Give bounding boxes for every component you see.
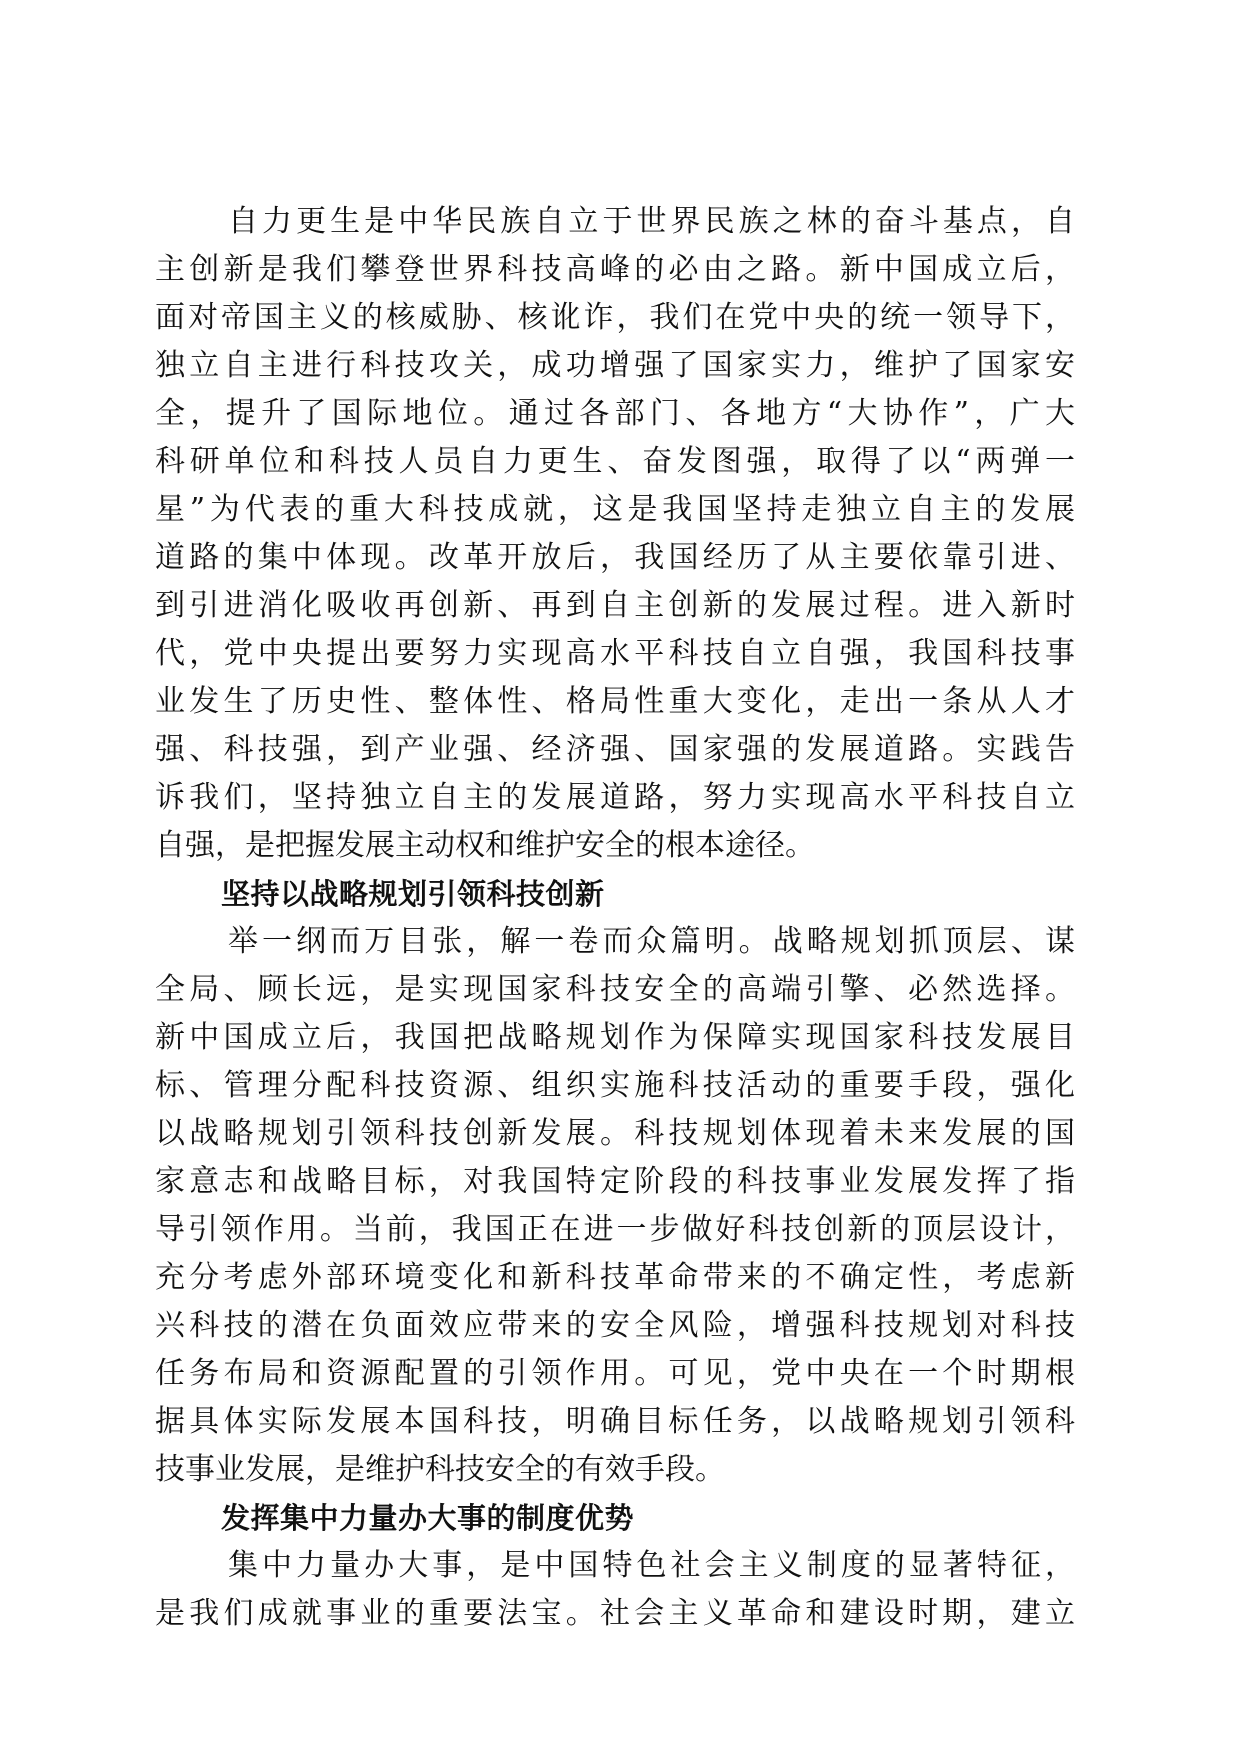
paragraph-line: 技事业发展，是维护科技安全的有效手段。 xyxy=(155,1452,725,1487)
paragraph-line: 充分考虑外部环境变化和新科技革命带来的不确定性，考虑新 xyxy=(155,1260,1075,1295)
paragraph-line: 强、科技强，到产业强、经济强、国家强的发展道路。实践告 xyxy=(155,732,1075,767)
paragraph-line: 道路的集中体现。改革开放后，我国经历了从主要依靠引进、 xyxy=(155,540,1075,575)
paragraph-line: 以战略规划引领科技创新发展。科技规划体现着未来发展的国 xyxy=(155,1116,1075,1151)
paragraph-line: 导引领作用。当前，我国正在进一步做好科技创新的顶层设计， xyxy=(155,1212,1075,1247)
paragraph-line: 是我们成就事业的重要法宝。社会主义革命和建设时期，建立 xyxy=(155,1596,1075,1631)
paragraph-line: 独立自主进行科技攻关，成功增强了国家实力，维护了国家安 xyxy=(155,348,1075,383)
paragraph-line: 代，党中央提出要努力实现高水平科技自立自强，我国科技事 xyxy=(155,636,1075,671)
paragraph-line: 标、管理分配科技资源、组织实施科技活动的重要手段，强化 xyxy=(155,1068,1075,1103)
paragraph-line: 新中国成立后，我国把战略规划作为保障实现国家科技发展目 xyxy=(155,1020,1075,1055)
paragraph-line: 全，提升了国际地位。通过各部门、各地方“大协作”，广大 xyxy=(155,396,1075,431)
paragraph-system-advantage xyxy=(155,1542,1075,1638)
paragraph-strategic-planning xyxy=(155,918,1075,1494)
paragraph-line: 集中力量办大事，是中国特色社会主义制度的显著特征， xyxy=(228,1548,1075,1583)
paragraph-line: 主创新是我们攀登世界科技高峰的必由之路。新中国成立后， xyxy=(155,252,1075,287)
section-heading-strategic-planning: 坚持以战略规划引领科技创新 xyxy=(221,877,605,911)
paragraph-line: 面对帝国主义的核威胁、核讹诈，我们在党中央的统一领导下， xyxy=(155,300,1075,335)
paragraph-line: 兴科技的潜在负面效应带来的安全风险，增强科技规划对科技 xyxy=(155,1308,1075,1343)
paragraph-line: 举一纲而万目张，解一卷而众篇明。战略规划抓顶层、谋 xyxy=(228,924,1075,959)
paragraph-self-reliance xyxy=(155,198,1075,870)
paragraph-line: 到引进消化吸收再创新、再到自主创新的发展过程。进入新时 xyxy=(155,588,1075,623)
paragraph-line: 业发生了历史性、整体性、格局性重大变化，走出一条从人才 xyxy=(155,684,1075,719)
paragraph-line: 全局、顾长远，是实现国家科技安全的高端引擎、必然选择。 xyxy=(155,972,1075,1007)
section-heading-system-advantage: 发挥集中力量办大事的制度优势 xyxy=(221,1501,635,1535)
paragraph-line: 自强，是把握发展主动权和维护安全的根本途径。 xyxy=(155,828,815,863)
paragraph-line: 诉我们，坚持独立自主的发展道路，努力实现高水平科技自立 xyxy=(155,780,1075,815)
document-body xyxy=(155,198,1075,1638)
paragraph-line: 星”为代表的重大科技成就，这是我国坚持走独立自主的发展 xyxy=(155,492,1075,527)
paragraph-line: 家意志和战略目标，对我国特定阶段的科技事业发展发挥了指 xyxy=(155,1164,1075,1199)
paragraph-line: 科研单位和科技人员自力更生、奋发图强，取得了以“两弹一 xyxy=(155,444,1075,479)
paragraph-line: 据具体实际发展本国科技，明确目标任务，以战略规划引领科 xyxy=(155,1404,1075,1439)
paragraph-line: 任务布局和资源配置的引领作用。可见，党中央在一个时期根 xyxy=(155,1356,1075,1391)
paragraph-line: 自力更生是中华民族自立于世界民族之林的奋斗基点，自 xyxy=(228,204,1075,239)
